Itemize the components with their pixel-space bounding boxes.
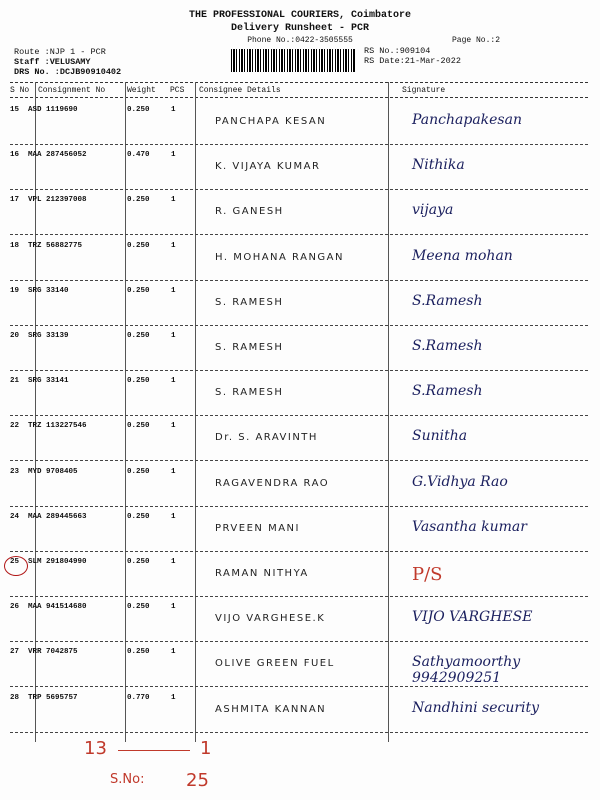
footer-sno-label: S.No: <box>110 772 145 787</box>
row-pcs: 1 <box>171 558 176 566</box>
footer-dash <box>118 750 190 751</box>
header-top-divider <box>10 82 588 83</box>
footer-sno-value: 25 <box>186 770 209 791</box>
row-signature: Sathyamoorthy 9942909251 <box>412 654 521 687</box>
table-row <box>10 281 588 326</box>
row-consignment-no: VPL 212397008 <box>28 196 87 205</box>
table-row <box>10 371 588 416</box>
row-weight: 0.250 <box>127 648 150 657</box>
row-signature: VIJO VARGHESE <box>412 609 533 626</box>
row-weight: 0.250 <box>127 332 150 340</box>
highlight-circle <box>4 556 28 576</box>
col-head-consignment: Consignment No <box>38 86 106 95</box>
row-signature: Sunitha <box>412 428 468 445</box>
row-consignee: Dr. S. ARAVINTH <box>215 432 318 444</box>
col-head-signature: Signature <box>402 86 446 95</box>
row-signature: S.Ramesh <box>412 338 483 354</box>
row-sno: 24 <box>10 512 20 521</box>
row-consignee: H. MOHANA RANGAN <box>215 251 344 263</box>
phone-number: Phone No.:0422-3505555 <box>247 36 353 45</box>
row-sno: 19 <box>10 286 20 295</box>
col-head-pcs: PCS <box>170 86 185 95</box>
rs-number: RS No.:909104 <box>364 46 431 56</box>
row-signature: Nandhini security <box>412 699 540 716</box>
drs-number: DRS No. :DCJB90910402 <box>14 67 122 77</box>
table-row <box>10 462 588 507</box>
row-signature: Vasantha kumar <box>412 518 527 535</box>
row-divider <box>10 732 588 733</box>
row-consignment-no: TRP 5695757 <box>28 693 78 702</box>
row-weight: 0.470 <box>127 151 150 160</box>
row-weight: 0.250 <box>127 558 150 566</box>
staff-info: Staff :VELUSAMY <box>14 57 91 67</box>
row-consignee: PRVEEN MANI <box>215 522 300 534</box>
row-consignee: ASHMITA KANNAN <box>215 703 327 715</box>
col-head-consignee: Consignee Details <box>199 86 281 95</box>
row-sno: 17 <box>10 196 20 205</box>
barcode-image <box>231 49 355 72</box>
table-row <box>10 100 588 145</box>
page-number: Page No.:2 <box>452 36 501 45</box>
table-row <box>10 688 588 733</box>
row-weight: 0.250 <box>127 467 150 476</box>
row-consignment-no: TRZ 56882775 <box>28 241 83 250</box>
row-signature: S.Ramesh <box>412 292 483 309</box>
col-head-weight: Weight <box>127 86 156 95</box>
row-signature: Panchapakesan <box>412 112 522 128</box>
row-pcs: 1 <box>171 332 176 340</box>
row-pcs: 1 <box>171 693 176 702</box>
row-consignee: S. RAMESH <box>215 296 284 308</box>
row-signature: Nithika <box>412 157 465 174</box>
table-row <box>10 326 588 371</box>
row-consignment-no: SRG 33140 <box>28 286 69 295</box>
route-info: Route :NJP 1 - PCR <box>14 47 106 57</box>
row-consignment-no: MAA 289445663 <box>28 512 87 521</box>
row-consignee: R. GANESH <box>215 206 284 218</box>
row-pcs: 1 <box>171 286 176 295</box>
row-sno: 22 <box>10 422 20 431</box>
row-pcs: 1 <box>171 512 176 521</box>
row-pcs: 1 <box>171 467 176 476</box>
row-weight: 0.250 <box>127 512 150 521</box>
row-pcs: 1 <box>171 106 176 114</box>
table-row <box>10 552 588 597</box>
row-signature: S.Ramesh <box>412 383 483 400</box>
row-weight: 0.250 <box>127 422 150 431</box>
row-consignee: PANCHAPA KESAN <box>215 116 327 127</box>
row-consignment-no: VRR 7042875 <box>28 648 78 657</box>
table-row <box>10 507 588 552</box>
row-sno: 16 <box>10 151 20 160</box>
footer-count-right: 1 <box>200 738 212 759</box>
row-pcs: 1 <box>171 603 176 612</box>
table-row <box>10 145 588 190</box>
row-consignee: S. RAMESH <box>215 342 284 353</box>
row-consignee: K. VIJAYA KUMAR <box>215 161 321 173</box>
row-sno: 25 <box>10 558 20 566</box>
row-consignment-no: MAA 287456052 <box>28 151 87 160</box>
footer-count: 13 <box>84 738 107 759</box>
table-row <box>10 190 588 235</box>
header-bottom-divider <box>10 97 588 98</box>
row-consignee: S. RAMESH <box>215 387 284 399</box>
row-pcs: 1 <box>171 151 176 160</box>
row-pcs: 1 <box>171 422 176 431</box>
row-consignment-no: MYD 9708405 <box>28 467 78 476</box>
row-consignee: RAMAN NITHYA <box>215 568 309 579</box>
row-weight: 0.250 <box>127 106 150 114</box>
row-sno: 21 <box>10 377 20 386</box>
row-consignee: VIJO VARGHESE.K <box>215 613 326 625</box>
row-weight: 0.250 <box>127 286 150 295</box>
row-signature: G.Vidhya Rao <box>412 473 508 490</box>
row-consignee: RAGAVENDRA RAO <box>215 477 330 489</box>
row-sno: 18 <box>10 241 20 250</box>
row-sno: 20 <box>10 332 20 340</box>
row-signature: P/S <box>412 564 443 585</box>
company-title: THE PROFESSIONAL COURIERS, Coimbatore <box>188 10 412 21</box>
row-sno: 28 <box>10 693 20 702</box>
sheet-title: Delivery Runsheet - PCR <box>230 23 370 34</box>
table-row <box>10 236 588 281</box>
row-sno: 23 <box>10 467 20 476</box>
row-pcs: 1 <box>171 196 176 205</box>
row-signature: Meena mohan <box>412 247 513 264</box>
row-pcs: 1 <box>171 241 176 250</box>
row-consignee: OLIVE GREEN FUEL <box>215 658 335 670</box>
row-pcs: 1 <box>171 377 176 386</box>
row-consignment-no: MAA 941514680 <box>28 603 87 612</box>
col-head-sno: S No <box>10 86 30 95</box>
row-sno: 26 <box>10 603 20 612</box>
table-row <box>10 642 588 687</box>
row-consignment-no: SLM 291804990 <box>28 558 87 566</box>
row-consignment-no: ASD 1119690 <box>28 106 78 114</box>
rs-date: RS Date:21-Mar-2022 <box>364 56 461 66</box>
table-row <box>10 416 588 461</box>
row-consignment-no: SRG 33141 <box>28 377 69 386</box>
row-pcs: 1 <box>171 648 176 657</box>
row-sno: 15 <box>10 106 20 114</box>
row-consignment-no: SRG 33139 <box>28 332 69 340</box>
row-weight: 0.250 <box>127 241 150 250</box>
row-weight: 0.250 <box>127 603 150 612</box>
row-weight: 0.250 <box>127 196 150 205</box>
row-weight: 0.770 <box>127 693 150 702</box>
row-weight: 0.250 <box>127 377 150 386</box>
row-signature: vijaya <box>412 202 454 219</box>
row-consignment-no: TRZ 113227546 <box>28 422 87 431</box>
row-sno: 27 <box>10 648 20 657</box>
table-row <box>10 597 588 642</box>
